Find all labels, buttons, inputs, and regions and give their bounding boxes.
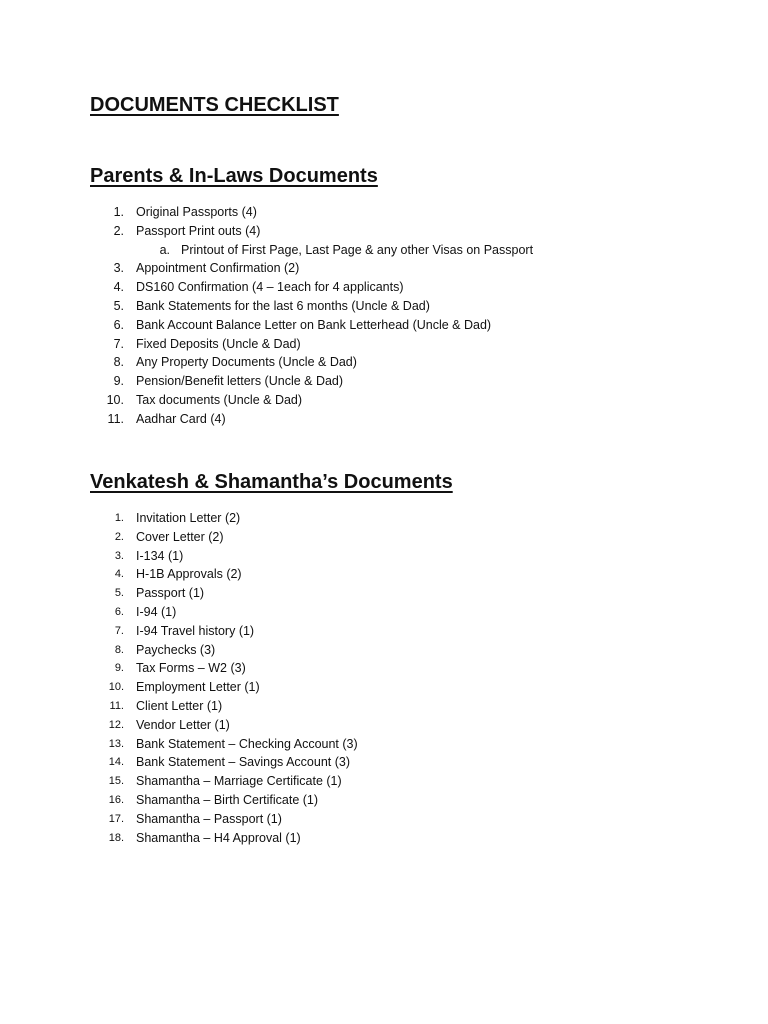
- list-item-number: 13.: [108, 737, 124, 750]
- list-item: [0, 391, 768, 410]
- list-item-number: 18.: [108, 831, 124, 844]
- list-item-text: Paychecks (3): [136, 642, 216, 657]
- list-item-number: 7.: [113, 336, 124, 351]
- list-item: [0, 547, 768, 566]
- list-item: [0, 753, 768, 772]
- list-item: [0, 829, 768, 848]
- list-item: [0, 641, 768, 660]
- list-item-text: Invitation Letter (2): [136, 511, 241, 525]
- list-item-text: Passport (1): [136, 586, 205, 601]
- list-item: [0, 259, 768, 278]
- list-item: [0, 565, 768, 584]
- list-item: [0, 735, 768, 754]
- list-item-number: 7.: [114, 624, 124, 637]
- list-item-number: 1.: [113, 205, 124, 219]
- list-item: [0, 528, 768, 547]
- list-item-number: 15.: [108, 775, 124, 788]
- section-heading-parents: Parents & In-Laws Documents: [90, 165, 378, 187]
- list-item-text: H-1B Approvals (2): [136, 567, 242, 582]
- list-item-number: 14.: [108, 756, 124, 769]
- list-item-number: 6.: [113, 317, 124, 332]
- list-item-text: Fixed Deposits (Uncle & Dad): [136, 336, 301, 351]
- list-item: [0, 659, 768, 678]
- list-item-number: 8.: [113, 355, 124, 370]
- list-item-text: I-94 Travel history (1): [136, 623, 255, 638]
- list-item-number: 3.: [113, 261, 124, 276]
- list-item-number: 16.: [108, 793, 124, 806]
- list-item-text: Vendor Letter (1): [136, 717, 230, 732]
- list-item-text: Bank Account Balance Letter on Bank Letterhead (Uncle & Dad): [136, 317, 492, 332]
- list-item-text: I-134 (1): [136, 548, 184, 563]
- list-item: [0, 716, 768, 735]
- list-item-number: 11.: [109, 699, 124, 712]
- list-subitem-text: Printout of First Page, Last Page & any other Visas on Passport: [181, 242, 534, 257]
- list-item-text: Shamantha – Passport (1): [136, 811, 282, 826]
- list-item: [0, 353, 768, 372]
- list-item-number: 4.: [113, 280, 124, 295]
- list-item-text: Tax Forms – W2 (3): [136, 661, 246, 676]
- list-item-number: 2.: [113, 223, 124, 238]
- list-item: [0, 203, 768, 222]
- list-item-text: Shamantha – H4 Approval (1): [136, 830, 301, 845]
- list-item: [0, 791, 768, 810]
- list-item-text: Aadhar Card (4): [136, 411, 226, 426]
- list-item-text: Bank Statements for the last 6 months (Uncle & Dad): [136, 298, 430, 313]
- list-item-text: Appointment Confirmation (2): [136, 261, 300, 276]
- list-item-number: 10.: [108, 681, 124, 694]
- list-item-text: Any Property Documents (Uncle & Dad): [136, 355, 357, 370]
- list-item-number: 2.: [114, 530, 124, 543]
- list-item-text: DS160 Confirmation (4 – 1each for 4 applicants): [136, 280, 404, 295]
- checklist-parents: [0, 203, 768, 429]
- list-item-number: 3.: [114, 549, 124, 562]
- list-item: [0, 678, 768, 697]
- list-item: [0, 584, 768, 603]
- list-item-number: 17.: [108, 812, 124, 825]
- section-heading-venkatesh-shamantha: Venkatesh & Shamantha’s Documents: [90, 471, 453, 493]
- list-item-text: Shamantha – Birth Certificate (1): [136, 792, 319, 807]
- list-item: [0, 410, 768, 429]
- list-item: [0, 509, 768, 528]
- list-item-number: 12.: [108, 718, 124, 731]
- list-subitem: [0, 241, 768, 260]
- document-title: DOCUMENTS CHECKLIST: [90, 94, 339, 116]
- list-item-text: Tax documents (Uncle & Dad): [136, 392, 303, 407]
- list-item: [0, 810, 768, 829]
- list-item-number: 9.: [114, 662, 124, 675]
- list-subitem-letter: a.: [159, 242, 170, 257]
- list-item: [0, 697, 768, 716]
- list-item-text: Shamantha – Marriage Certificate (1): [136, 774, 342, 789]
- list-item-text: Client Letter (1): [136, 698, 223, 713]
- list-item-text: Cover Letter (2): [136, 529, 224, 544]
- list-item-number: 10.: [106, 392, 124, 407]
- list-item-text: Original Passports (4): [136, 205, 257, 219]
- list-item-number: 11.: [107, 411, 124, 426]
- list-item-text: I-94 (1): [136, 604, 177, 619]
- list-item: [0, 772, 768, 791]
- list-item: [0, 372, 768, 391]
- list-item-number: 5.: [113, 298, 124, 313]
- list-item: [0, 316, 768, 335]
- list-item-number: 8.: [114, 643, 124, 656]
- list-item: [0, 278, 768, 297]
- list-item-text: Employment Letter (1): [136, 680, 260, 695]
- list-item-text: Passport Print outs (4): [136, 223, 261, 238]
- list-item-text: Bank Statement – Savings Account (3): [136, 755, 351, 770]
- list-item-number: 4.: [114, 568, 124, 581]
- list-item-number: 5.: [114, 587, 124, 600]
- list-item: [0, 222, 768, 241]
- list-item: [0, 622, 768, 641]
- list-item-text: Bank Statement – Checking Account (3): [136, 736, 358, 751]
- list-item-number: 6.: [114, 605, 124, 618]
- list-item-number: 1.: [114, 512, 124, 524]
- list-item: [0, 335, 768, 354]
- checklist-venkatesh-shamantha: [0, 509, 768, 847]
- list-item-number: 9.: [113, 374, 124, 389]
- list-item-text: Pension/Benefit letters (Uncle & Dad): [136, 374, 344, 389]
- list-item: [0, 297, 768, 316]
- list-item: [0, 603, 768, 622]
